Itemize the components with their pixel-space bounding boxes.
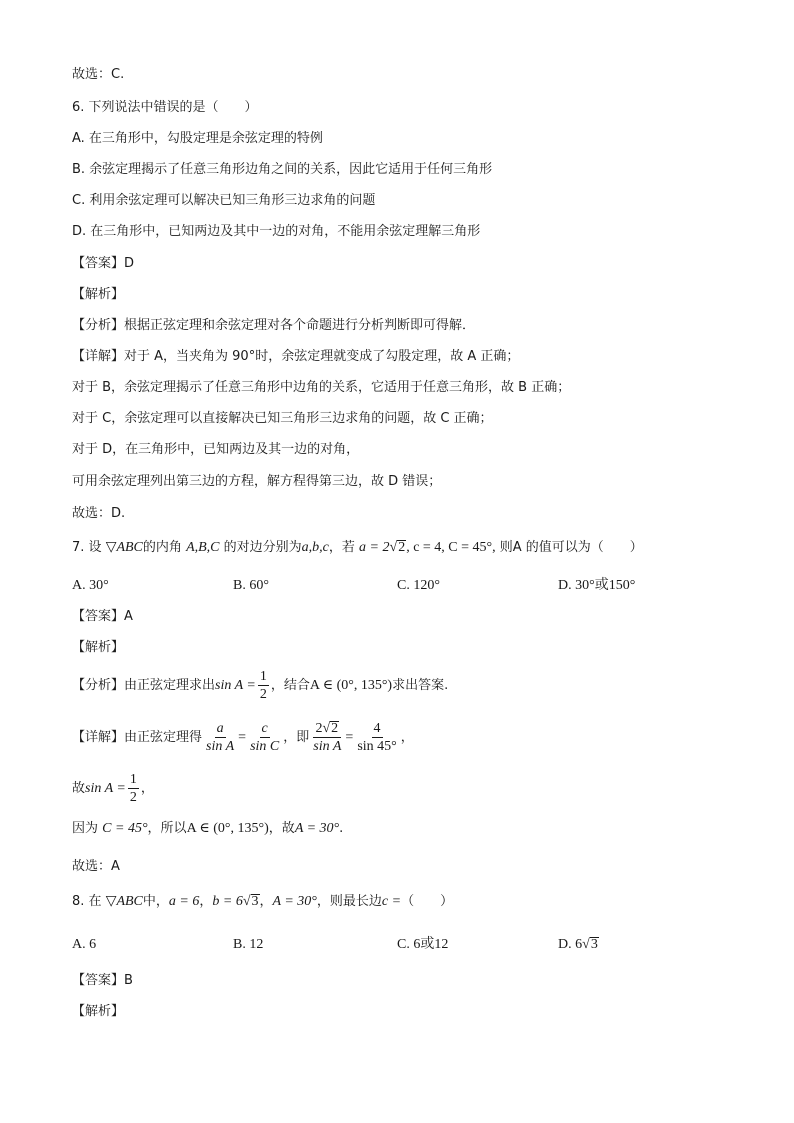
q7-range: A ∈ (0°, 135°) [309, 678, 393, 693]
q8-t4: ， [259, 894, 273, 909]
sqrt-sign: √ [389, 540, 398, 555]
q6-analysis-heading: 【解析】 [72, 287, 125, 302]
q6-option-c: C. 利用余弦定理可以解决已知三角形三边求角的问题 [72, 193, 376, 208]
sqrt-sign: √ [242, 894, 251, 909]
q7-option-c: C. 120° [397, 578, 440, 593]
q7-x2: ，即 [283, 730, 310, 745]
denominator: sin A [206, 739, 235, 754]
q6-detail-1: 【详解】对于 A，当夹角为 90°时，余弦定理就变成了勾股定理，故 A 正确； [72, 349, 520, 364]
q7-fenxi [72, 667, 448, 705]
q7-detail-3 [72, 820, 343, 838]
q8-c: c = [381, 894, 402, 909]
q8-answer: 【答案】B [72, 973, 133, 988]
q7-sinA: sin A = [215, 678, 256, 693]
q7-t2: 的内角 [142, 540, 182, 555]
q6-detail-4: 对于 D，在三角形中，已知两边及其一边的对角， [72, 442, 360, 457]
denominator: sin 45° [357, 739, 397, 754]
numerator: 1 [259, 669, 267, 684]
q7-x3: ， [400, 730, 414, 745]
numerator: a [216, 721, 224, 736]
q7-option-d: D. 30°或150° [558, 578, 636, 593]
numerator: 1 [129, 772, 137, 787]
numerator: 2√2 [313, 720, 341, 738]
numerator: 4 [373, 721, 381, 736]
q7-y2: ，所以 [147, 821, 187, 836]
equals-sign: = [238, 730, 247, 745]
radicand: 2 [331, 721, 339, 736]
q7-f3: 求出答案. [392, 678, 449, 693]
q7-g1: 故 [72, 781, 86, 796]
q8-analysis-heading: 【解析】 [72, 1004, 125, 1019]
denominator: 2 [129, 790, 137, 805]
q7-g2: ， [140, 781, 154, 796]
q7-y1: 因为 [72, 821, 99, 836]
q8-t3: ， [199, 894, 213, 909]
q8-option-d-text: D. 6 [558, 937, 583, 952]
q6-fenxi: 【分析】根据正弦定理和余弦定理对各个命题进行分析判断即可得解． [72, 318, 476, 333]
coef: 2 [315, 721, 323, 736]
equals-sign: = [345, 730, 354, 745]
fraction-c-over-sinC [248, 720, 281, 755]
q8-option-c: C. 6或12 [397, 937, 449, 952]
q6-answer: 【答案】D [72, 256, 135, 271]
q8-a: a = 6 [168, 894, 200, 909]
q8-triangle: ▽ABC [105, 894, 143, 909]
q8-A: A = 30° [272, 894, 317, 909]
q7-analysis-heading: 【解析】 [72, 640, 125, 655]
q7-x1: 【详解】由正弦定理得 [72, 730, 203, 745]
q7-answer: 【答案】A [72, 609, 133, 624]
q8-option-d-radicand: 3 [590, 937, 598, 952]
q6-detail-3: 对于 C，余弦定理可以直接解决已知三角形三边求角的问题，故 C 正确； [72, 411, 493, 426]
q6-select: 故选：D. [72, 506, 126, 521]
q7-t1: 7. 设 [72, 540, 102, 555]
fraction-one-half-2 [128, 771, 139, 806]
denominator: 2 [259, 687, 267, 702]
fraction-one-half [258, 668, 269, 703]
q7-y4: . [339, 821, 344, 836]
q7-f2: ，结合 [270, 678, 310, 693]
q7-sides: a,b,c [301, 540, 329, 555]
q7-cond: a = 2 [359, 540, 390, 555]
q7-radicand: 2 [398, 540, 406, 555]
q7-triangle: ▽ABC [105, 540, 143, 555]
q7-t5: 则A 的值可以为（ ） [499, 540, 643, 555]
q8-b: b = 6 [212, 894, 243, 909]
denominator: sin A [313, 739, 342, 754]
q8-t1: 8. 在 [72, 894, 102, 909]
q7-stem [72, 539, 643, 557]
q8-t6: （ ） [401, 894, 454, 909]
q7-option-a: A. 30° [72, 578, 109, 593]
q7-angles: A,B,C [186, 540, 220, 555]
q7-cond2: , c = 4, C = 45°, [406, 540, 496, 555]
q6-detail-5: 可用余弦定理列出第三边的方程，解方程得第三边，故 D 错误； [72, 474, 442, 489]
q8-option-d: D. 6√3 [558, 937, 598, 952]
q7-yA: A = 30° [294, 821, 340, 836]
q6-stem: 6. 下列说法中错误的是（ ） [72, 100, 258, 115]
select-c-line: 故选：C. [72, 67, 125, 82]
q6-detail-2: 对于 B，余弦定理揭示了任意三角形中边角的关系，它适用于任意三角形，故 B 正确； [72, 380, 571, 395]
q7-option-b: B. 60° [233, 578, 269, 593]
fraction-a-over-sinA [204, 720, 236, 755]
q6-option-a: A. 在三角形中，勾股定理是余弦定理的特例 [72, 131, 323, 146]
q7-t3: 的对边分别为 [223, 540, 302, 555]
q7-f1: 【分析】由正弦定理求出 [72, 678, 216, 693]
q7-yC: C = 45° [102, 821, 148, 836]
q7-detail-1 [72, 718, 414, 758]
q6-option-d: D. 在三角形中，已知两边及其中一边的对角，不能用余弦定理解三角形 [72, 224, 481, 239]
q7-yRange: A ∈ (0°, 135°) [186, 821, 269, 836]
fraction-4-over-sin45 [355, 720, 398, 755]
q7-sinA-2: sin A = [85, 781, 126, 796]
q8-option-b: B. 12 [233, 937, 264, 952]
q7-t4: ，若 [328, 540, 355, 555]
q7-y3: ，故 [268, 821, 295, 836]
q8-stem [72, 893, 453, 911]
q6-option-b: B. 余弦定理揭示了任意三角形边角之间的关系，因此它适用于任何三角形 [72, 162, 493, 177]
q7-detail-2 [72, 770, 154, 808]
denominator: sin C [250, 739, 280, 754]
numerator: c [261, 721, 268, 736]
q8-t5: ，则最长边 [316, 894, 382, 909]
q8-radicand: 3 [251, 894, 259, 909]
q8-option-a: A. 6 [72, 937, 97, 952]
fraction-2root2-over-sinA [311, 720, 343, 755]
q7-select: 故选：A [72, 859, 120, 874]
q8-t2: 中， [142, 894, 169, 909]
